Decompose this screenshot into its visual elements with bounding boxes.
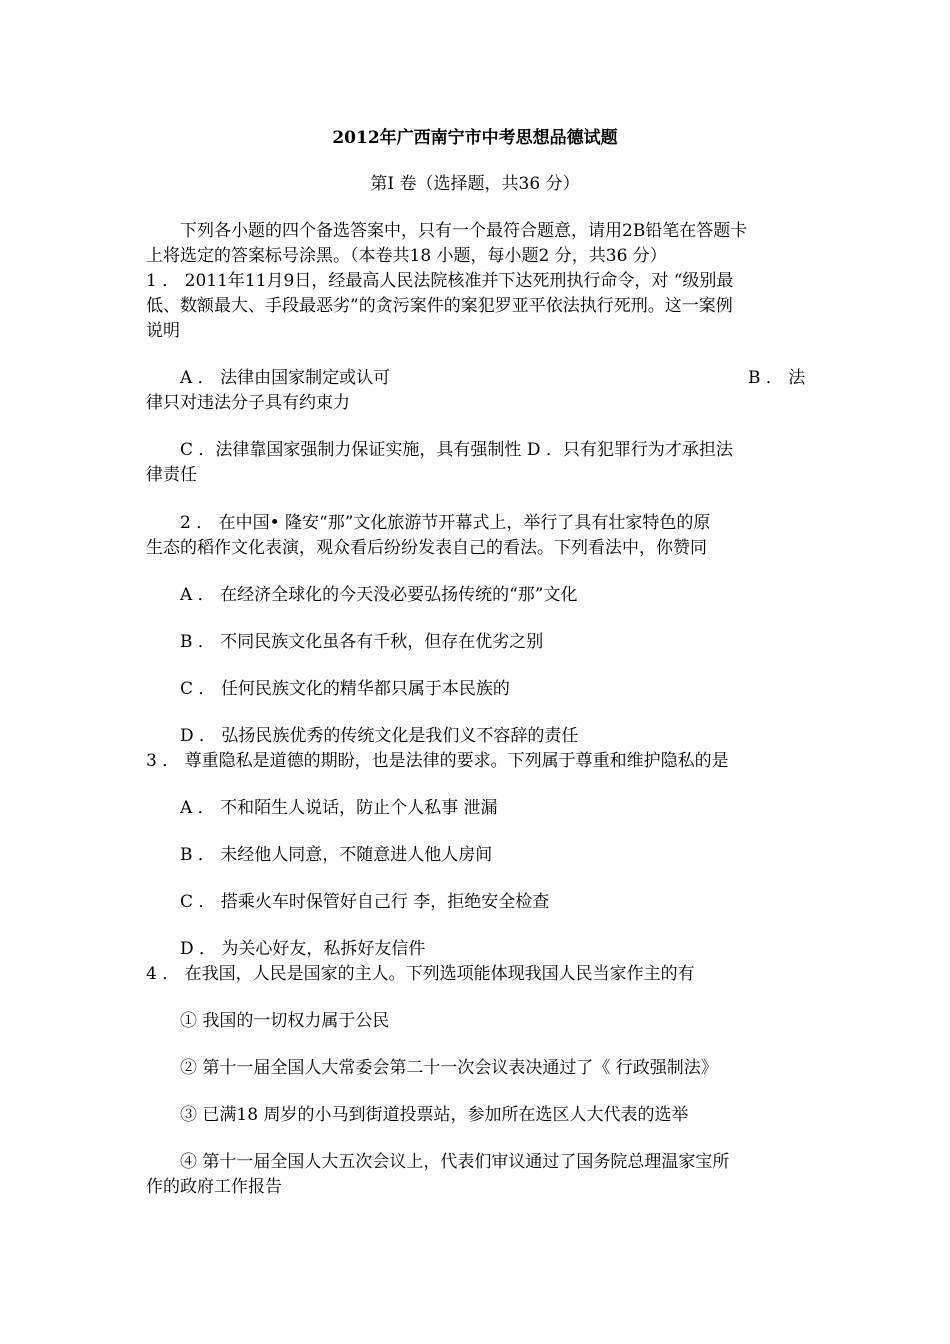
instructions-line-1: 下列各小题的四个备选答案中，只有一个最符合题意，请用2B铅笔在答题卡 (180, 221, 748, 241)
question-2-line-2: 生态的稻作文化表演，观众看后纷纷发表自己的看法。下列看法中，你赞同 (146, 538, 707, 558)
question-1-option-b-end: 律只对违法分子具有约束力 (146, 393, 350, 413)
question-4-item-1: ① 我国的一切权力属于公民 (180, 1011, 390, 1031)
question-1-line-2: 低、数额最大、手段最恶劣”的贪污案件的案犯罗亚平依法执行死刑。这一案例 (146, 296, 733, 316)
question-1-options-cd-line-1: C ．法律靠国家强制力保证实施，具有强制性 D ．只有犯罪行为才承担法 (180, 440, 733, 460)
instructions-line-2: 上将选定的答案标号涂黑。（本卷共18 小题，每小题2 分，共36 分） (146, 246, 667, 266)
question-3-option-a: A ． 不和陌生人说话，防止个人私事 泄漏 (180, 798, 498, 818)
question-1-option-b-start: B ． 法 (748, 368, 806, 388)
question-3-option-b: B ． 未经他人同意，不随意进人他人房间 (180, 845, 493, 865)
question-3-option-c: C ． 搭乘火车时保管好自己行 李，拒绝安全检查 (180, 892, 550, 912)
question-2-option-a: A ． 在经济全球化的今天没必要弘扬传统的“那”文化 (180, 585, 578, 605)
question-4-item-2: ② 第十一届全国人大常委会第二十一次会议表决通过了《 行政强制法》 (180, 1058, 718, 1078)
question-4-item-3: ③ 已满18 周岁的小马到街道投票站，参加所在选区人大代表的选举 (180, 1105, 689, 1125)
question-1-option-a: A ． 法律由国家制定或认可 (180, 368, 391, 388)
question-3-line-1: 3 ． 尊重隐私是道德的期盼，也是法律的要求。下列属于尊重和维护隐私的是 (146, 751, 729, 771)
question-4-line-1: 4 ． 在我国，人民是国家的主人。下列选项能体现我国人民当家作主的有 (146, 964, 695, 984)
question-4-item-4-line-2: 作的政府工作报告 (146, 1177, 282, 1197)
question-1-options-cd-line-2: 律责任 (146, 465, 197, 485)
question-2-option-b: B ． 不同民族文化虽各有千秋，但存在优劣之别 (180, 632, 544, 652)
question-4-item-4-line-1: ④ 第十一届全国人大五次会议上，代表们审议通过了国务院总理温家宝所 (180, 1152, 730, 1172)
question-1-line-1: 1 ． 2011年11月9日，经最高人民法院核准并下达死刑执行命令，对 “级别最 (146, 271, 734, 291)
question-1-line-3: 说明 (146, 321, 180, 341)
question-2-option-c: C ． 任何民族文化的精华都只属于本民族的 (180, 679, 510, 699)
question-3-option-d: D ． 为关心好友，私拆好友信件 (180, 939, 426, 959)
question-2-line-1: 2 ． 在中国• 隆安“那”文化旅游节开幕式上，举行了具有壮家特色的原 (180, 513, 711, 533)
exam-title: 2012年广西南宁市中考思想品德试题 (332, 128, 618, 148)
question-2-option-d: D ． 弘扬民族优秀的传统文化是我们义不容辞的责任 (180, 726, 579, 746)
section-heading: 第Ⅰ 卷（选择题，共36 分） (370, 174, 580, 194)
